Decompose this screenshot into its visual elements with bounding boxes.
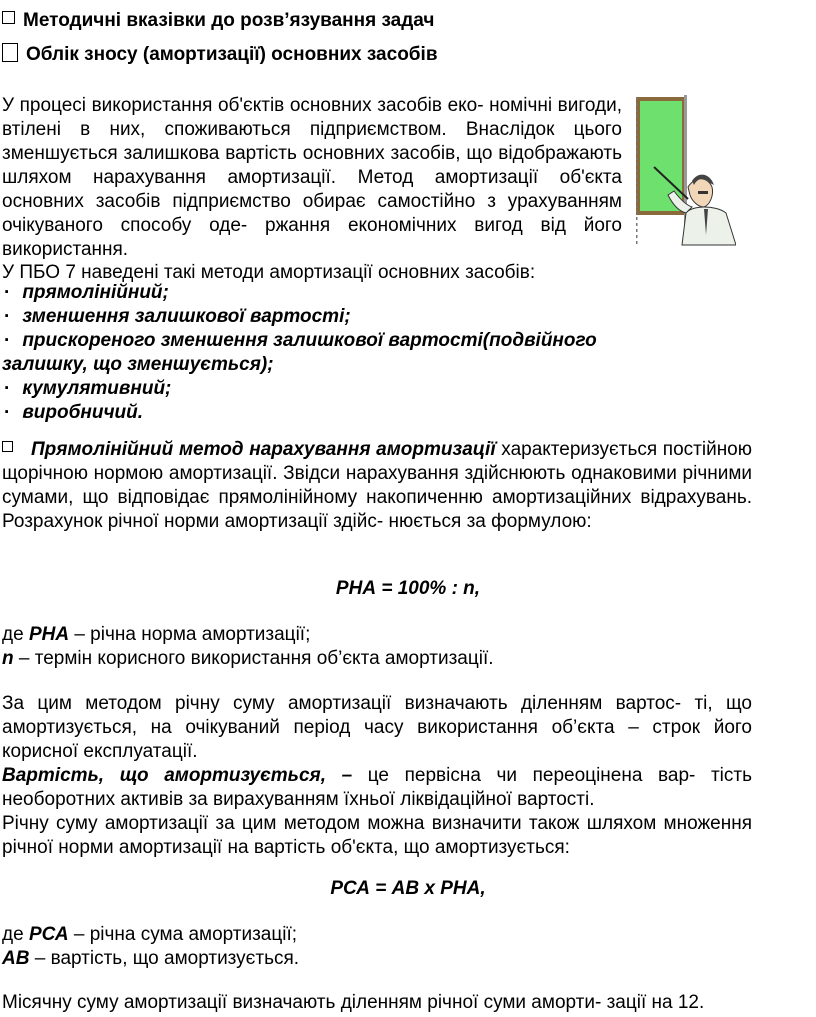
heading-methodical-guidelines: Методичні вказівки до розв’язування задач: [2, 10, 434, 32]
list-item: · кумулятивний;: [4, 378, 172, 399]
intro-paragraph: У процесі використання об'єктів основних засобів еко- номічні вигоди, втілені в них, споживаються підприємством. Внаслідок цього зменшується залишкова вартість основних засобів, що відображають шляхом нарахування амортизації. Метод амортизації об'єкта основних засобів підприємство обирає самостійно з урахуванням очікуваного способу оде- ржання економічних вигод від його використання.: [2, 95, 622, 260]
depreciable-value-definition: Вартість, що амортизується, – це первісна чи переоцінена вар- тість необоротних активів за вирахуванням їхньої ліквідаційної вартості.: [2, 765, 752, 810]
definition-av: АВ – вартість, що амортизується.: [2, 948, 300, 969]
annual-amount-paragraph: За цим методом річну суму амортизації визначають діленням вартос- ті, що амортизується, на очікуваний період часу використання об’єкта – строк його корисної експлуатації.: [2, 693, 752, 762]
square-bullet-icon: [2, 11, 15, 24]
formula-annual-amount: РСА = АВ х РНА,: [330, 878, 486, 899]
definition-n: n – термін корисного використання об’єкта амортизації.: [2, 648, 494, 669]
teacher-with-pointer-illustration: [636, 95, 736, 255]
list-item: · виробничий.: [4, 402, 144, 423]
formula-annual-rate: РНА = 100% : n,: [335, 578, 481, 599]
definition-rsa: де РСА – річна сума амортизації;: [2, 924, 298, 945]
list-item-continuation: залишку, що зменшується);: [2, 354, 274, 375]
heading-depreciation: Облік зносу (амортизації) основних засобів: [2, 43, 438, 66]
definition-rna: де РНА – річна норма амортизації;: [2, 624, 311, 645]
list-item: · прискореного зменшення залишкової вартості(подвійного: [4, 330, 597, 351]
list-item: · зменшення залишкової вартості;: [4, 306, 351, 327]
box-bullet-icon: [2, 43, 18, 62]
list-item: · прямолінійний;: [4, 282, 169, 303]
square-bullet-icon: [2, 441, 13, 452]
straight-line-method-paragraph: Прямолінійний метод нарахування амортизації характеризується постійною щорічною нормою амортизації. Звідси нарахування здійснюють однаковими річними сумами, що відповідає прямолінійному накопиченню амортизаційних відрахувань. Розрахунок річної норми амортизації здійс- нюється за формулою:: [2, 439, 753, 532]
methods-intro-text: У ПБО 7 наведені такі методи амортизації основних засобів:: [2, 262, 536, 283]
monthly-amount-paragraph: Місячну суму амортизації визначають діленням річної суми аморти- зації на 12.: [2, 992, 705, 1013]
multiplication-method-paragraph: Річну суму амортизації за цим методом можна визначити також шляхом множення річної норми амортизації на вартість об'єкта, що амортизується:: [2, 813, 752, 858]
